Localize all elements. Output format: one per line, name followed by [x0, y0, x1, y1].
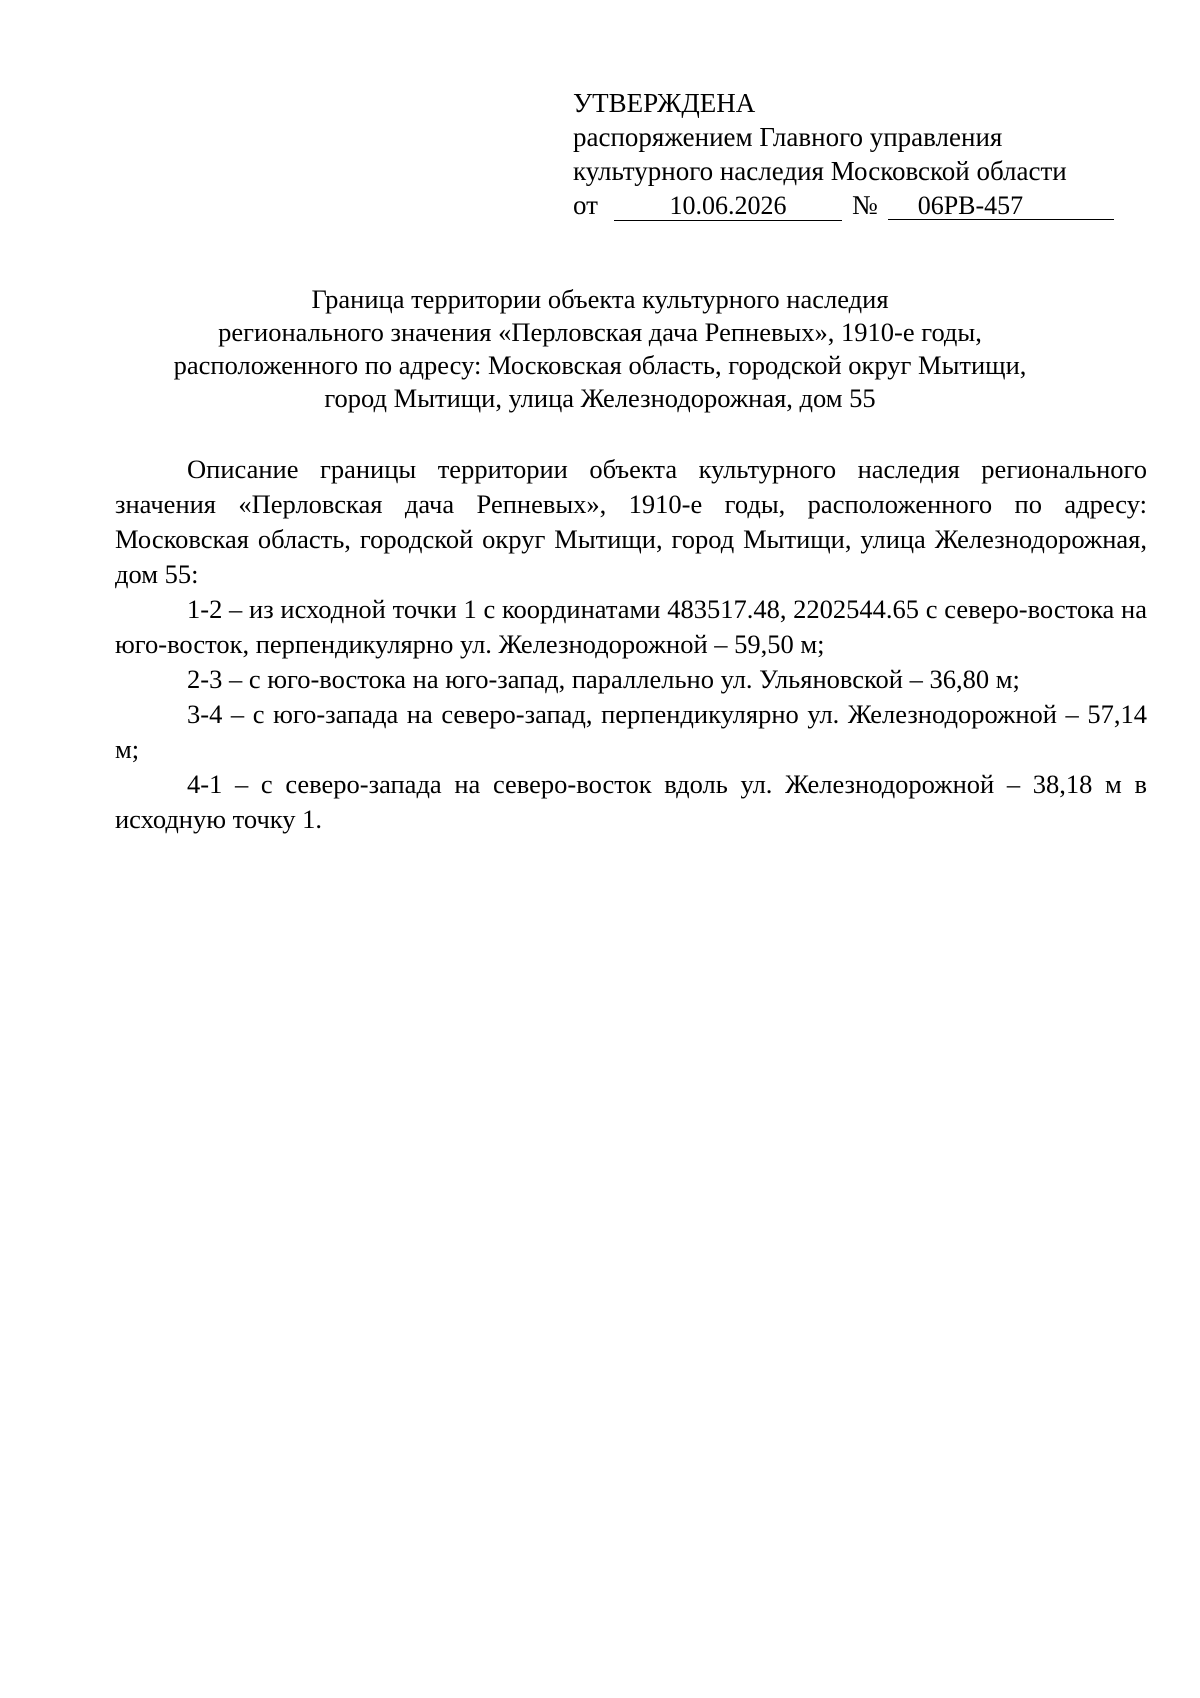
- segment-2-3-paragraph: 2-3 – с юго-востока на юго-запад, параллельно ул. Ульяновской – 36,80 м;: [187, 664, 1020, 694]
- title-line-3: расположенного по адресу: Московская область, городской округ Мытищи,: [173, 350, 1027, 380]
- approval-date: 10.06.2026: [614, 192, 842, 221]
- approval-number: 06РВ-457: [888, 192, 1114, 220]
- boundary-description: [115, 452, 1147, 837]
- title-line-2: регионального значения «Перловская дача Репневых», 1910-е годы,: [218, 317, 982, 347]
- approval-line-1: распоряжением Главного управления: [573, 122, 1003, 152]
- from-label: от: [573, 190, 598, 220]
- segment-4-1-paragraph: 4-1 – с северо-запада на северо-восток вдоль ул. Железнодорожной – 38,18 м в исходную точку 1.: [115, 769, 1147, 834]
- approval-stamp-block: [573, 86, 1133, 222]
- title-line-4: город Мытищи, улица Железнодорожная, дом 55: [324, 383, 876, 413]
- document-title: [100, 283, 1100, 415]
- title-line-1: Граница территории объекта культурного наследия: [311, 284, 889, 314]
- approval-line-2: культурного наследия Московской области: [573, 156, 1067, 186]
- approval-date-line: [573, 188, 1133, 222]
- approval-heading: УТВЕРЖДЕНА: [573, 88, 756, 118]
- intro-paragraph: Описание границы территории объекта культурного наследия регионального значения «Перловская дача Репневых», 1910-е годы, расположенного по адресу: Московская область, городской округ Мытищи, город Мытищи, улица Железнодорожная, дом 55:: [115, 454, 1147, 589]
- segment-3-4-paragraph: 3-4 – с юго-запада на северо-запад, перпендикулярно ул. Железнодорожной – 57,14 м;: [115, 699, 1147, 764]
- number-label: №: [851, 190, 878, 220]
- segment-1-2-paragraph: 1-2 – из исходной точки 1 с координатами 483517.48, 2202544.65 с северо-востока на юго-восток, перпендикулярно ул. Железнодорожной – 59,50 м;: [115, 594, 1147, 659]
